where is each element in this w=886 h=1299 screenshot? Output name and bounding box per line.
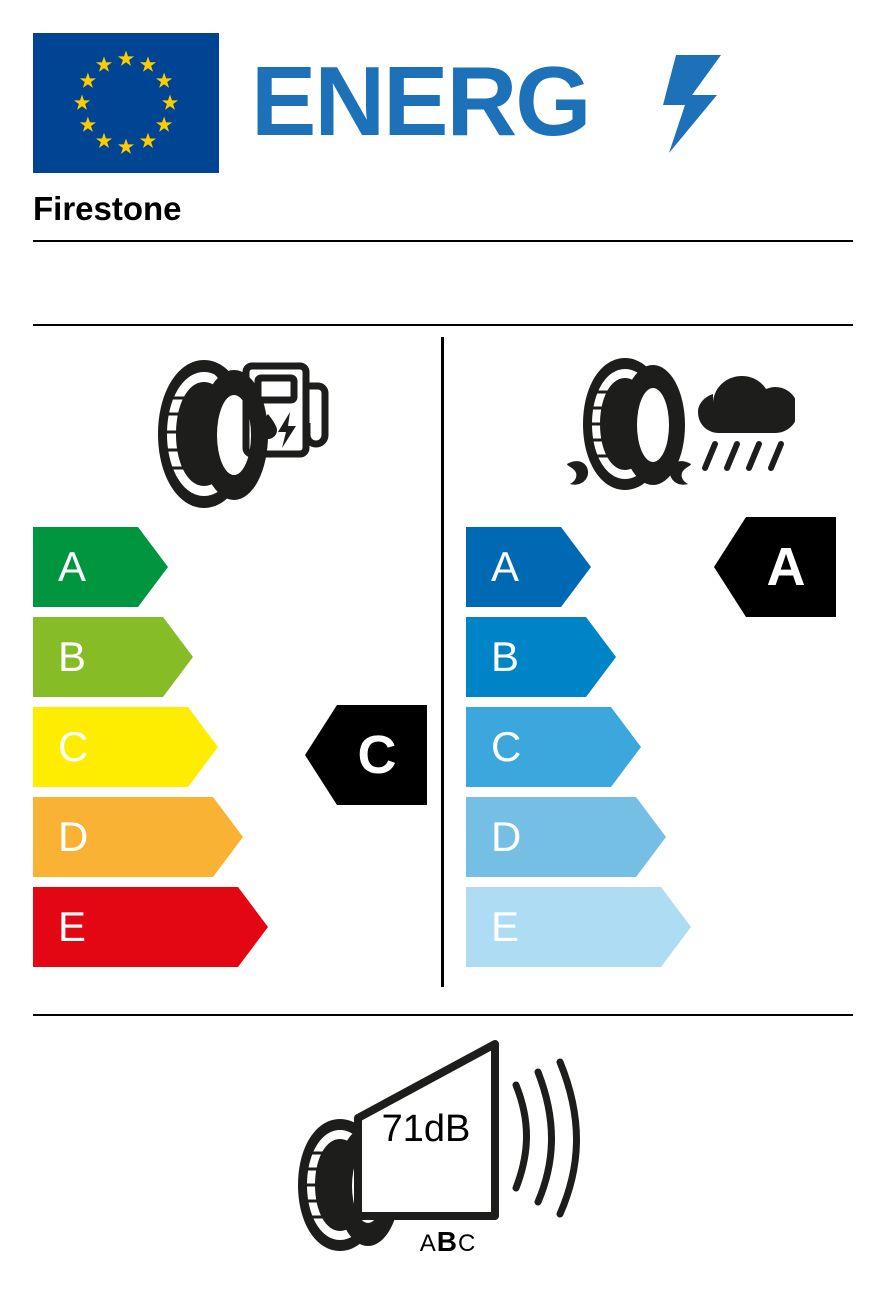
energ-wordmark <box>251 53 731 155</box>
wet-grade-C-letter: C <box>491 723 522 770</box>
european-union-flag <box>33 33 219 173</box>
wet-grade-E <box>466 887 716 967</box>
divider-sections <box>33 324 853 326</box>
wet-grip-scale <box>466 527 716 977</box>
tyre-rain-cloud-icon <box>545 352 795 517</box>
fuel-selected-letter: C <box>357 725 397 785</box>
wet-grade-E-letter: E <box>491 903 520 950</box>
divider-vertical <box>441 337 444 987</box>
noise-class-A: A <box>419 1230 437 1257</box>
wet-grade-B-letter: B <box>491 633 520 680</box>
fuel-efficiency-scale <box>33 527 283 977</box>
fuel-grade-B <box>33 617 283 697</box>
wet-grade-A-letter: A <box>491 543 520 590</box>
divider-noise <box>33 1014 853 1016</box>
eu-stars-icon <box>33 33 219 173</box>
wet-grade-D <box>466 797 716 877</box>
wet-selected-marker <box>714 517 836 617</box>
fuel-grade-C-letter: C <box>58 723 89 770</box>
fuel-grade-D-letter: D <box>58 813 89 860</box>
divider-top <box>33 240 853 242</box>
noise-class-row <box>398 1226 498 1258</box>
fuel-grade-A <box>33 527 283 607</box>
wet-grade-C <box>466 707 716 787</box>
fuel-grade-E <box>33 887 283 967</box>
fuel-grade-C <box>33 707 283 787</box>
wet-grade-B <box>466 617 716 697</box>
brand-name: Firestone <box>33 190 182 227</box>
fuel-selected-marker <box>305 705 427 805</box>
tyre-fuel-pump-icon <box>120 352 330 517</box>
svg-text:ENERG: ENERG <box>251 53 590 155</box>
wet-grade-A <box>466 527 716 607</box>
noise-value: 71dB <box>381 1108 471 1150</box>
fuel-grade-D <box>33 797 283 877</box>
wet-grade-D-letter: D <box>491 813 522 860</box>
fuel-grade-E-letter: E <box>58 903 87 950</box>
noise-class-C: C <box>457 1230 477 1257</box>
label-header <box>33 33 853 173</box>
wet-selected-letter: A <box>766 537 806 597</box>
lightning-bolt-icon <box>663 55 721 153</box>
fuel-grade-B-letter: B <box>58 633 87 680</box>
noise-class-B: B <box>436 1226 458 1257</box>
fuel-grade-A-letter: A <box>58 543 87 590</box>
